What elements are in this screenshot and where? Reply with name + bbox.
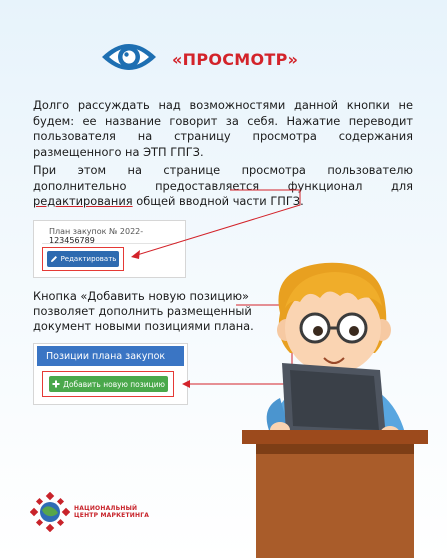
arrow-head-add bbox=[182, 380, 190, 388]
organization-logo bbox=[30, 492, 149, 532]
intro-paragraph: Долго рассуждать над возможностями данной кнопки не будем: ее название говорит за себя. Нажатие переводит пользователя на страницу просмотра содержания размещенного на ЭТП ГПГЗ. bbox=[33, 98, 413, 159]
arrow-to-edit-button bbox=[137, 190, 300, 255]
add-position-label: Добавить новую позицию bbox=[63, 379, 165, 389]
arrow-head-edit bbox=[131, 250, 140, 259]
edit-link-text: редактирования bbox=[33, 194, 133, 208]
ornament-globe-logo bbox=[30, 492, 70, 532]
plan-number: 123456789 bbox=[49, 236, 95, 245]
logo-line-1: НАЦИОНАЛЬНЫЙ bbox=[74, 505, 138, 512]
page-title: «ПРОСМОТР» bbox=[172, 49, 299, 69]
edit-button-label: Редактировать bbox=[60, 255, 117, 263]
add-position-paragraph: Кнопка «Добавить новую позицию» позволяет дополнить размещенный документ новыми позициями плана. bbox=[33, 289, 254, 333]
logo-line-2: ЦЕНТР МАРКЕТИНГА bbox=[74, 512, 150, 519]
boy-illustration bbox=[240, 258, 430, 558]
edit-paragraph-end: общей вводной части ГПГЗ. bbox=[132, 194, 304, 208]
positions-header: Позиции плана закупок bbox=[37, 346, 184, 366]
plan-label: План закупок № 2022- bbox=[49, 227, 144, 236]
edit-paragraph-start: При этом на странице просмотра пользователю дополнительно предоставляется функционал для bbox=[33, 163, 413, 193]
